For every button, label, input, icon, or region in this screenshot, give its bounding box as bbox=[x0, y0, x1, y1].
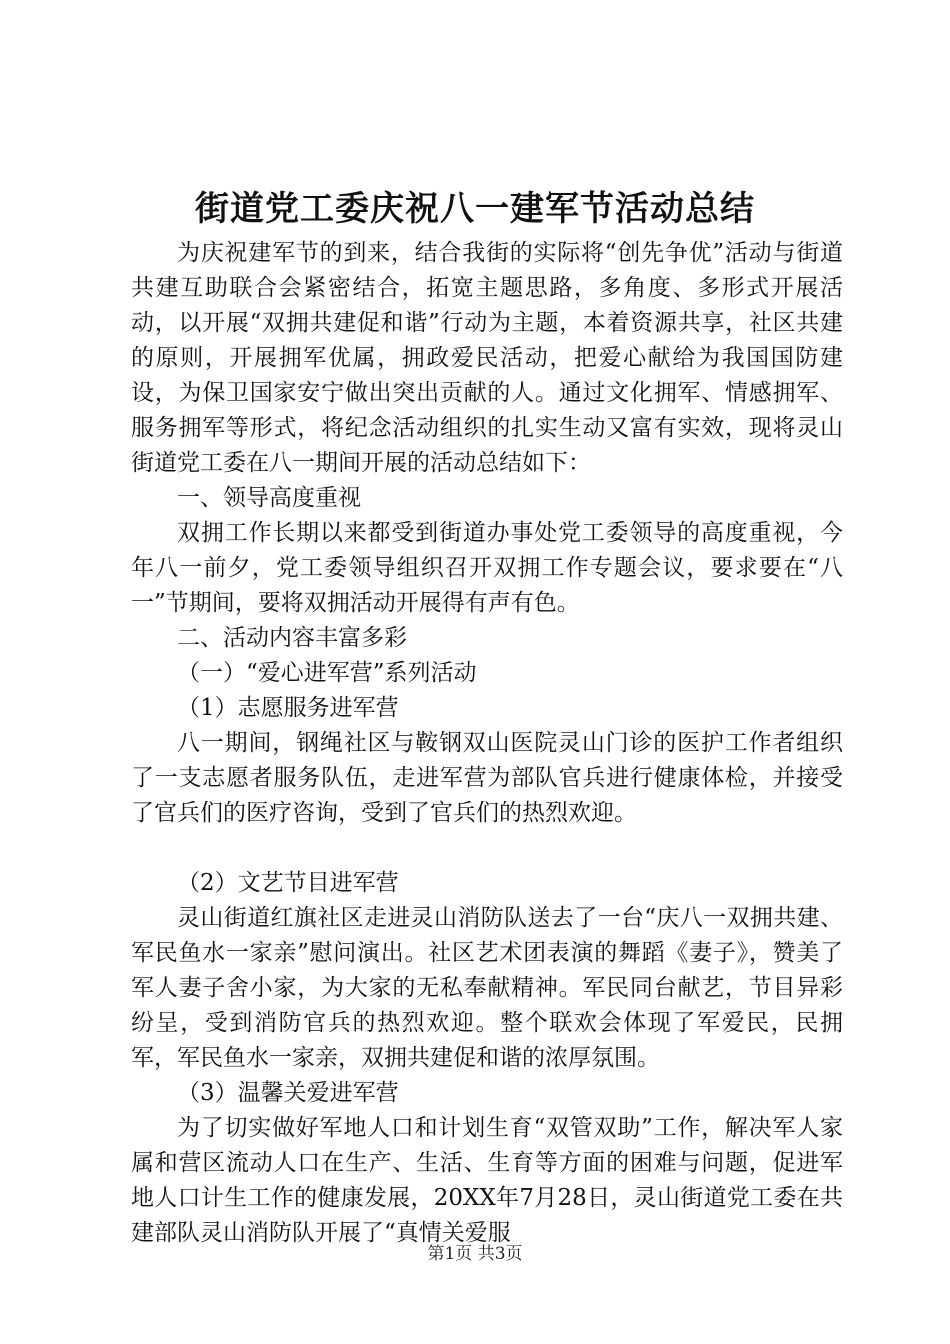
item-heading-2: （2）文艺节目进军营 bbox=[177, 870, 399, 896]
document-body bbox=[131, 236, 843, 1251]
paragraph-item-2: 灵山街道红旗社区走进灵山消防队送去了一台“庆八一双拥共建、军民鱼水一家亲”慰问演出。社区艺术团表演的舞蹈《妻子》，赞美了军人妻子舍小家，为大家的无私奉献精神。军民同台献艺，节目异彩纷呈，受到消防官兵的热烈欢迎。整个联欢会体现了军爱民，民拥军，军民鱼水一家亲，双拥共建促和谐的浓厚氛围。 bbox=[131, 905, 843, 1071]
page-number-footer: 第1页 共3页 bbox=[427, 1244, 523, 1264]
item-heading-3: （3）温馨关爱进军营 bbox=[177, 1080, 399, 1106]
paragraph-item-3: 为了切实做好军地人口和计划生育“双管双助”工作，解决军人家属和营区流动人口在生产、生活、生育等方面的困难与问题，促进军地人口计生工作的健康发展，20XX年7月28日，灵山街道党工委在共建部队灵山消防队开展了“真情关爱服 bbox=[131, 1115, 843, 1246]
paragraph-gap bbox=[131, 831, 843, 866]
subsection-heading-1: （一）“爱心进军营”系列活动 bbox=[177, 660, 477, 686]
item-heading-1: （1）志愿服务进军营 bbox=[177, 695, 399, 721]
paragraph-item-1: 八一期间，钢绳社区与鞍钢双山医院灵山门诊的医护工作者组织了一支志愿者服务队伍，走进军营为部队官兵进行健康体检，并接受了官兵们的医疗咨询，受到了官兵们的热烈欢迎。 bbox=[131, 730, 843, 826]
section-heading-2: 二、活动内容丰富多彩 bbox=[177, 625, 407, 651]
paragraph-intro: 为庆祝建军节的到来，结合我街的实际将“创先争优”活动与街道共建互助联合会紧密结合，拓宽主题思路，多角度、多形式开展活动，以开展“双拥共建促和谐”行动为主题，本着资源共享，社区共建的原则，开展拥军优属，拥政爱民活动，把爱心献给为我国国防建设，为保卫国家安宁做出突出贡献的人。通过文化拥军、情感拥军、服务拥军等形式，将纪念活动组织的扎实生动又富有实效，现将灵山街道党工委在八一期间开展的活动总结如下： bbox=[131, 240, 843, 476]
document-title: 街道党工委庆祝八一建军节活动总结 bbox=[195, 189, 755, 229]
section-heading-1: 一、领导高度重视 bbox=[177, 485, 361, 511]
paragraph-section-1: 双拥工作长期以来都受到街道办事处党工委领导的高度重视，今年八一前夕，党工委领导组织召开双拥工作专题会议，要求要在“八一”节期间，要将双拥活动开展得有声有色。 bbox=[131, 520, 843, 616]
